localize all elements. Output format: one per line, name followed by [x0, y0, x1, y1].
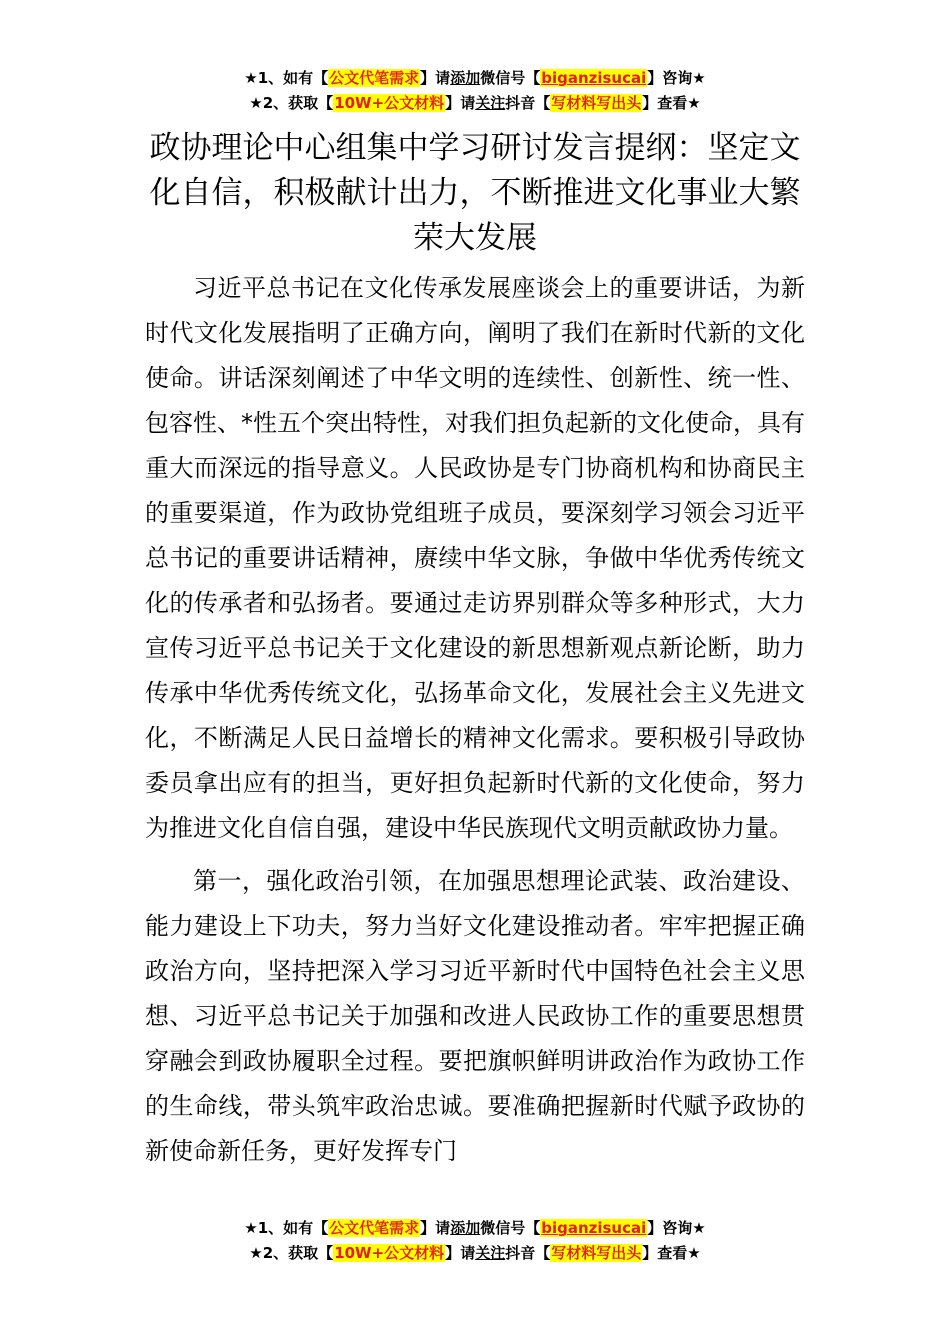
promo-line-1	[0, 1216, 950, 1241]
promo-underlined: 添加	[450, 1219, 481, 1237]
promo-highlight: 写材料写出头	[551, 1244, 642, 1262]
promo-text: 微信号【	[480, 1219, 541, 1237]
promo-highlight: 公文代笔需求	[329, 1219, 420, 1237]
promo-wechat-id: biganzisucai	[541, 69, 647, 87]
promo-text: 】请	[420, 69, 451, 87]
promo-highlight: 写材料写出头	[551, 94, 642, 112]
promo-text: 】咨询★	[647, 1219, 706, 1237]
promo-text: 微信号【	[480, 69, 541, 87]
promo-highlight: 10W+公文材料	[334, 1244, 445, 1262]
promo-text: ★1、如有【	[244, 1219, 329, 1237]
document-title: 政协理论中心组集中学习研讨发言提纲：坚定文化自信，积极献计出力，不断推进文化事业大繁荣大发展	[149, 130, 801, 256]
promo-text: 】请	[420, 1219, 451, 1237]
promo-line-2	[0, 1241, 950, 1266]
promo-text: 】查看★	[642, 1244, 701, 1262]
promo-text: ★1、如有【	[244, 69, 329, 87]
promo-text: 】请	[445, 1244, 476, 1262]
promo-line-1	[0, 66, 950, 91]
document-body	[145, 266, 805, 1182]
promo-text: 】查看★	[642, 94, 701, 112]
promo-highlight: 10W+公文材料	[334, 94, 445, 112]
top-promo-banner	[0, 66, 950, 116]
promo-text: 】咨询★	[647, 69, 706, 87]
promo-wechat-id: biganzisucai	[541, 1219, 647, 1237]
bottom-promo-banner	[0, 1216, 950, 1266]
promo-text: ★2、获取【	[249, 1244, 334, 1262]
promo-underlined: 添加	[450, 69, 481, 87]
paragraph: 第一，强化政治引领，在加强思想理论武装、政治建设、能力建设上下功夫，努力当好文化建设推动者。牢牢把握正确政治方向，坚持把深入学习习近平新时代中国特色社会主义思想、习近平总书记关于加强和改进人民政协工作的重要思想贯穿融会到政协履职全过程。要把旗帜鲜明讲政治作为政协工作的生命线，带头筑牢政治忠诚。要准确把握新时代赋予政协的新使命新任务，更好发挥专门	[145, 867, 805, 1165]
promo-underlined: 关注	[475, 94, 506, 112]
promo-text: 】请	[445, 94, 476, 112]
paragraph: 习近平总书记在文化传承发展座谈会上的重要讲话，为新时代文化发展指明了正确方向，阐明了我们在新时代新的文化使命。讲话深刻阐述了中华文明的连续性、创新性、统一性、包容性、*性五个突出特性，对我们担负起新的文化使命，具有重大而深远的指导意义。人民政协是专门协商机构和协商民主的重要渠道，作为政协党组班子成员，要深刻学习领会习近平总书记的重要讲话精神，赓续中华文脉，争做中华优秀传统文化的传承者和弘扬者。要通过走访界别群众等多种形式，大力宣传习近平总书记关于文化建设的新思想新观点新论断，助力传承中华优秀传统文化，弘扬革命文化，发展社会主义先进文化，不断满足人民日益增长的精神文化需求。要积极引导政协委员拿出应有的担当，更好担负起新时代新的文化使命，努力为推进文化自信自强，建设中华民族现代文明贡献政协力量。	[145, 274, 805, 842]
promo-text: 抖音【	[505, 1244, 551, 1262]
promo-text: 抖音【	[505, 94, 551, 112]
promo-underlined: 关注	[475, 1244, 506, 1262]
promo-highlight: 公文代笔需求	[329, 69, 420, 87]
promo-line-2	[0, 91, 950, 116]
promo-text: ★2、获取【	[249, 94, 334, 112]
